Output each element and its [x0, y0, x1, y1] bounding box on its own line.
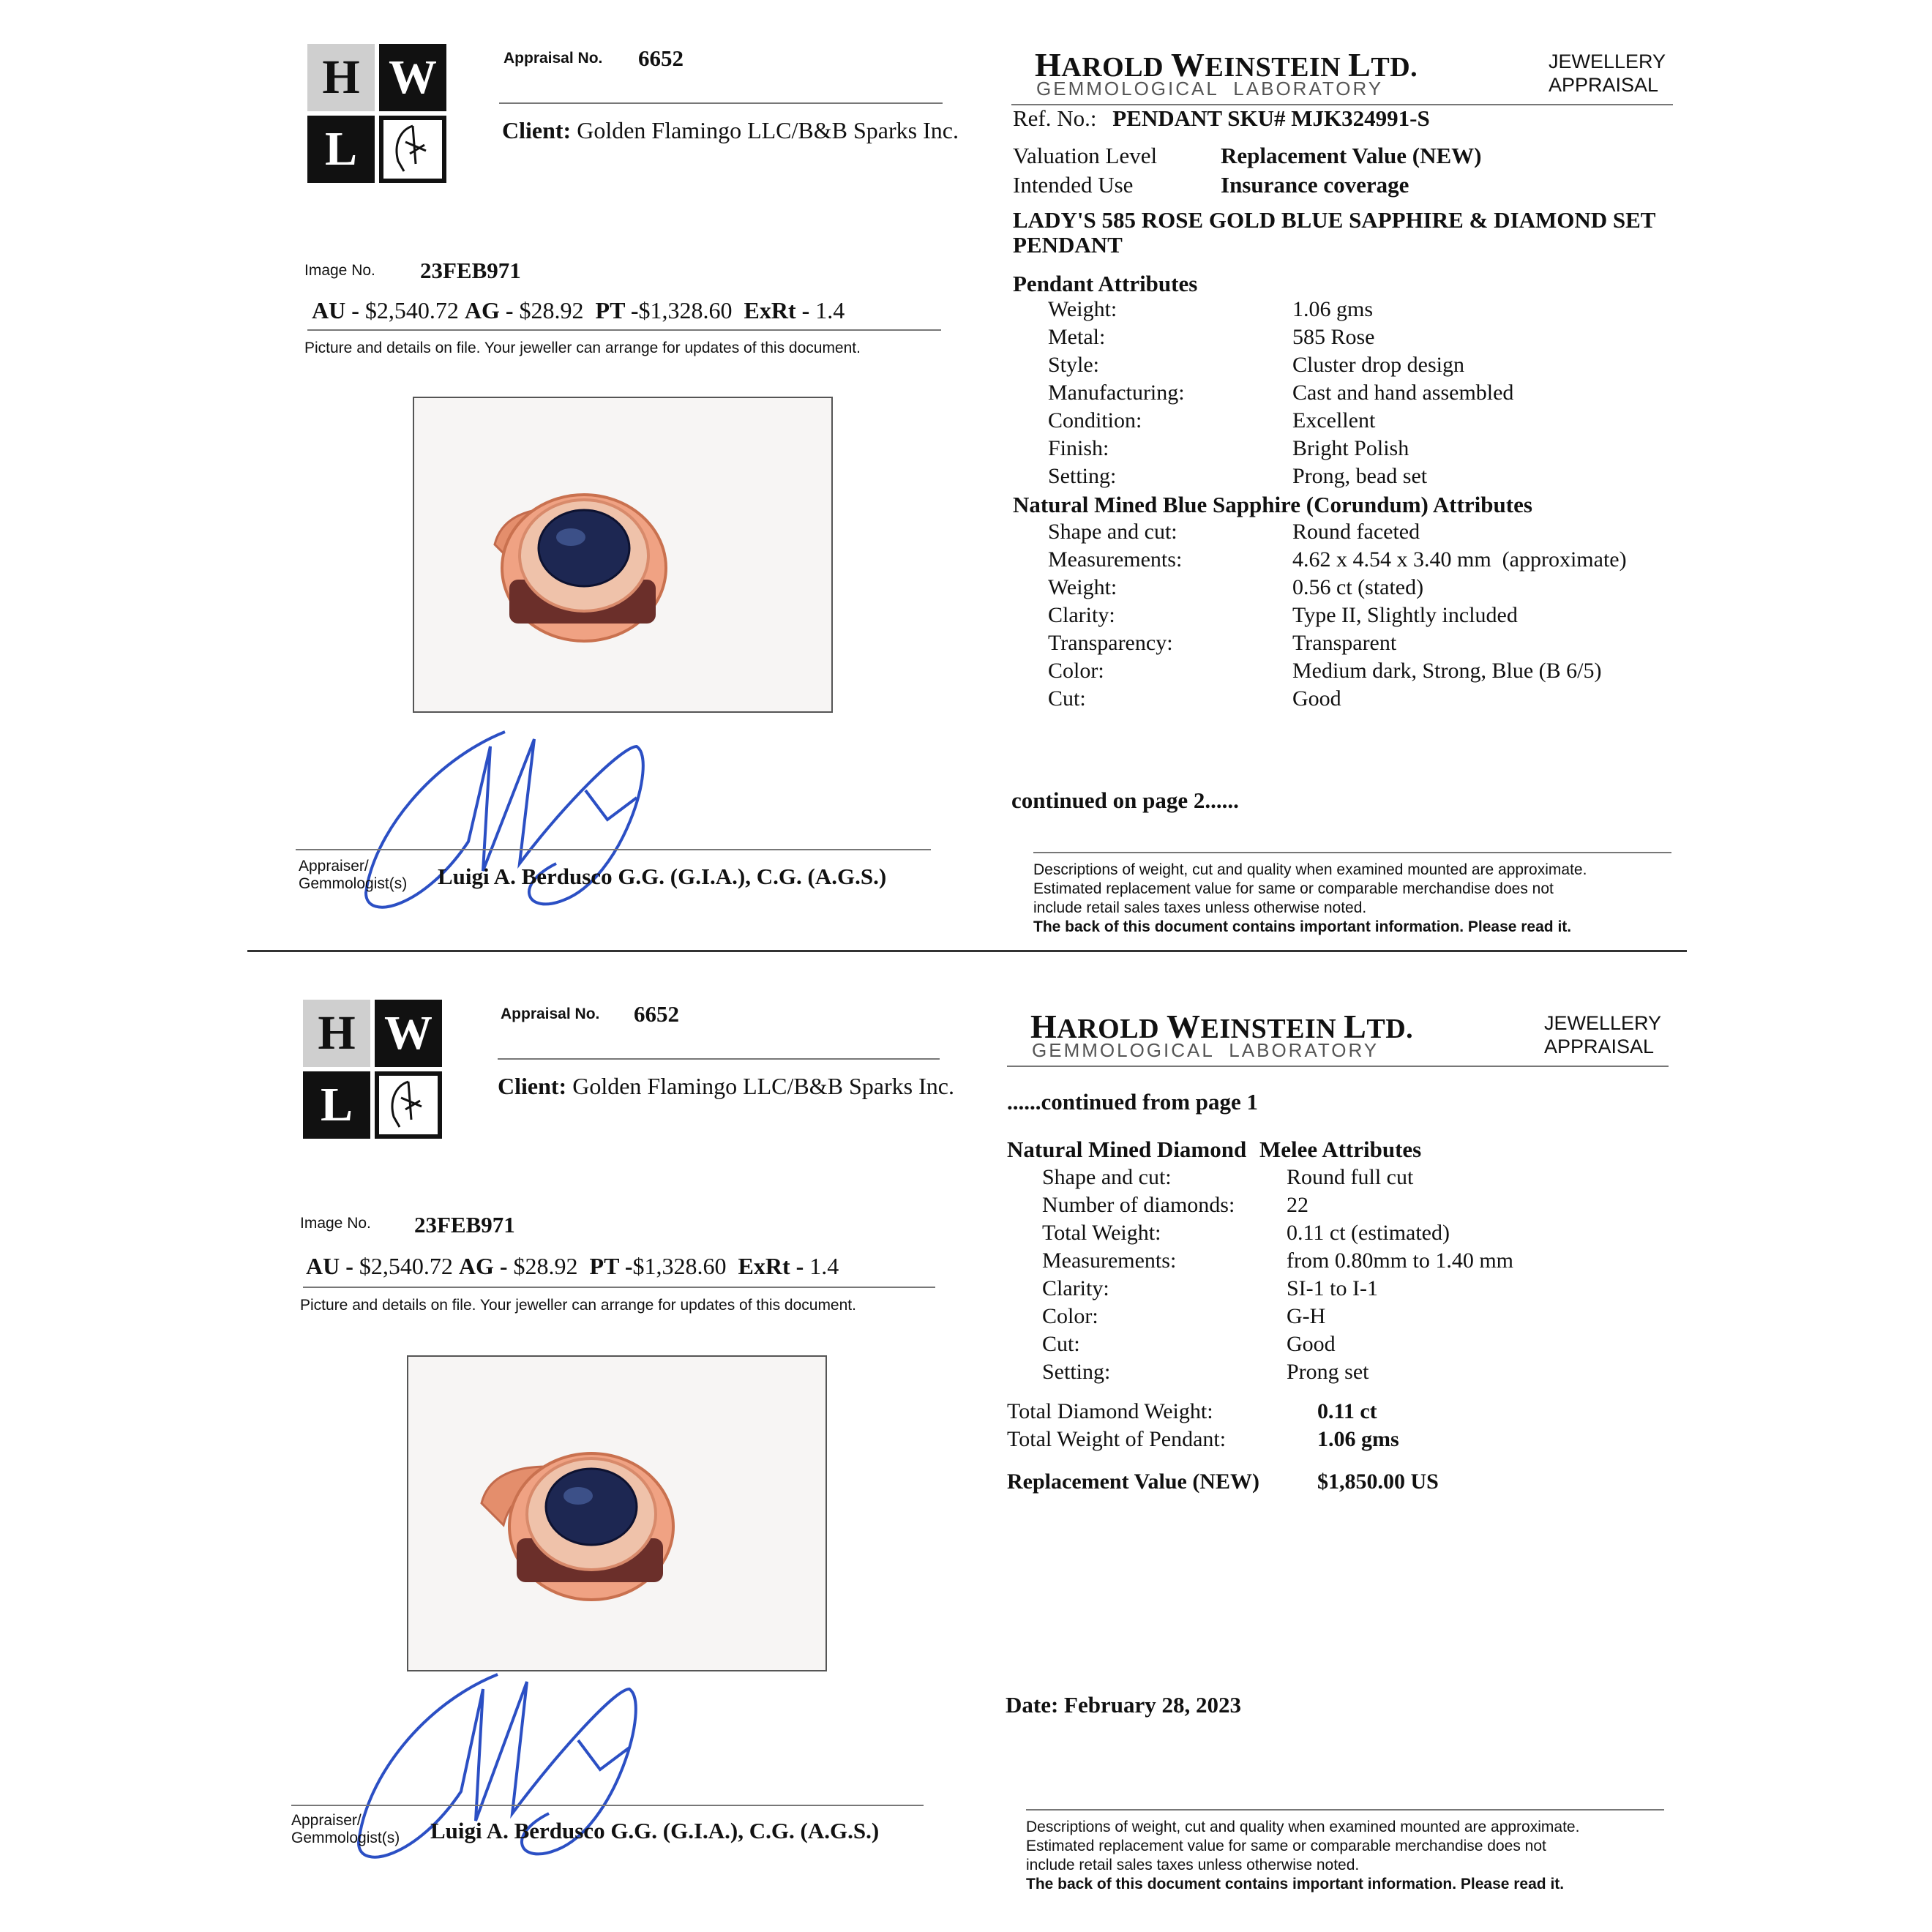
pt-label: PT - — [589, 1253, 633, 1279]
au-value: $2,540.72 — [364, 297, 459, 323]
disclaimer: Descriptions of weight, cut and quality when examined mounted are approximate. Estimated replacement value for same or comparable merchandise does not include retail sales taxes unless otherwise noted. The back of this document contains important information. Please read it. — [1033, 861, 1587, 935]
use-value: Insurance coverage — [1221, 172, 1409, 198]
image-no: 23FEB971 — [420, 258, 521, 283]
diamond-heading: Natural Mined Diamond Melee Attributes — [1007, 1137, 1422, 1162]
metal-prices — [306, 1253, 839, 1280]
picture-note: Picture and details on file. Your jeweller can arrange for updates of this document. — [304, 340, 861, 356]
disclaimer: Descriptions of weight, cut and quality when examined mounted are approximate. Estimated replacement value for same or comparable merchandise does not include retail sales taxes unless otherwise noted. The back of this document contains important information. Please read it. — [1026, 1819, 1580, 1892]
logo-w: W — [379, 44, 446, 111]
appraisal-no-label: Appraisal No. — [501, 1006, 600, 1022]
divider — [499, 102, 943, 104]
au-label: AU - — [312, 297, 359, 323]
ag-label: AG - — [464, 297, 514, 323]
appraisal-no: 6652 — [634, 1001, 679, 1027]
appraiser-label-1: Appraiser/ — [299, 858, 369, 875]
client-label: Client: — [498, 1073, 567, 1099]
appraiser-name: Luigi A. Berdusco G.G. (G.I.A.), C.G. (A.G.S.) — [430, 1818, 880, 1843]
lab-subtitle: GEMMOLOGICAL LABORATORY — [1032, 1039, 1379, 1061]
picture-note: Picture and details on file. Your jeweller can arrange for updates of this document. — [300, 1297, 856, 1314]
ag-value: $28.92 — [513, 1253, 578, 1279]
client-name: Golden Flamingo LLC/B&B Sparks Inc. — [572, 1073, 954, 1099]
exrt-label: ExRt - — [738, 1253, 804, 1279]
pt-value: $1,328.60 — [638, 297, 733, 323]
client-label: Client: — [502, 117, 572, 143]
valuation-value: Replacement Value (NEW) — [1221, 143, 1482, 168]
page-separator — [247, 950, 1687, 952]
item-title-2: PENDANT — [1013, 232, 1123, 258]
appraiser-label-2: Gemmologist(s) — [291, 1830, 400, 1846]
appraiser-label — [291, 1812, 400, 1847]
ref-value: PENDANT SKU# MJK324991-S — [1112, 105, 1430, 131]
doc-type-2: APPRAISAL — [1544, 1036, 1655, 1057]
ref-label: Ref. No.: — [1013, 105, 1097, 131]
au-value: $2,540.72 — [359, 1253, 453, 1279]
logo-h: H — [303, 1000, 370, 1067]
pt-value: $1,328.60 — [632, 1253, 727, 1279]
appraiser-label-2: Gemmologist(s) — [299, 875, 408, 892]
doc-type — [1549, 50, 1666, 97]
brand-name: HAROLD WEINSTEIN LTD. — [1030, 1008, 1414, 1045]
doc-type — [1544, 1011, 1661, 1058]
divider — [1026, 1809, 1664, 1811]
image-no-label: Image No. — [304, 262, 375, 279]
client-name: Golden Flamingo LLC/B&B Sparks Inc. — [577, 117, 959, 143]
lab-subtitle: GEMMOLOGICAL LABORATORY — [1036, 78, 1384, 100]
divider — [303, 1287, 935, 1288]
pendant-image — [414, 398, 831, 711]
item-title-1: LADY'S 585 ROSE GOLD BLUE SAPPHIRE & DIAMOND SET — [1013, 207, 1656, 233]
appraisal-date: Date: February 28, 2023 — [1006, 1692, 1241, 1718]
appraiser-name: Luigi A. Berdusco G.G. (G.I.A.), C.G. (A.G.S.) — [438, 864, 887, 889]
divider — [307, 329, 941, 331]
pendant-heading: Pendant Attributes — [1013, 271, 1198, 296]
appraisal-page-2: H W L Appraisal No. 6652 Client: Golden Flamingo LLC/B&B Sparks Inc. Image No. 23FEB971 AU - $2,540.72 AG - $28.92 PT -$1,328.60 ExRt - 1.4 Picture and details on file. Your jeweller can arrange for updates of this document. Appraiser/ Gemmologist(s) Luigi A. Berdusco G.G. (G.I.A.), C.G. (A.G.S.) HAROLD WEINSTEIN LTD. GEMMOLOGICAL LABORATORY JEWELLERY APPRAISAL ......continued from page 1 Natural Mined Diamond Melee Attributes Shape and cut: Round full cut Number of diamonds: 22 Total Weight: 0.11 ct (estimated) Measurements: from 0.80mm to 1.40 mm Clarity: SI-1 to I-1 Color: G-H Cut: Good Setting: Prong set Total Diamond Weight: 0.11 ct Total Weight of Pendant: 1.06 gms Replacement Value (NEW) $1,850.00 US Date: February 28, 2023 Descriptions of weight, cut and quality when examined mounted are approximate. Estimated replacement value for same or comparable merchandise does not include retail sales taxes unless otherwise noted. The back of this document contains important information. Please read it. — [0, 957, 1932, 1909]
appraisal-no: 6652 — [638, 45, 684, 71]
pendant-photo — [407, 1355, 827, 1671]
divider — [1007, 1066, 1669, 1067]
pt-label: PT - — [595, 297, 639, 323]
ag-label: AG - — [458, 1253, 508, 1279]
continued-note: continued on page 2...... — [1011, 787, 1239, 813]
logo-w: W — [375, 1000, 442, 1067]
continued-from: ......continued from page 1 — [1007, 1089, 1259, 1115]
divider — [1033, 852, 1671, 853]
logo-l: L — [303, 1071, 370, 1139]
pendant-photo — [413, 397, 833, 713]
pendant-image — [408, 1357, 825, 1670]
sapphire-heading: Natural Mined Blue Sapphire (Corundum) Attributes — [1013, 492, 1532, 517]
valuation-label: Valuation Level — [1013, 143, 1158, 168]
doc-type-1: JEWELLERY — [1544, 1012, 1662, 1034]
hwl-logo — [307, 44, 446, 183]
logo-emblem-icon — [375, 1071, 442, 1139]
divider — [296, 849, 931, 850]
metal-prices — [312, 297, 845, 324]
exrt-label: ExRt - — [744, 297, 810, 323]
doc-type-1: JEWELLERY — [1549, 50, 1666, 72]
exrt-value: 1.4 — [809, 1253, 839, 1279]
divider — [291, 1805, 924, 1806]
logo-emblem-icon — [379, 116, 446, 183]
ag-value: $28.92 — [519, 297, 584, 323]
item-title — [1013, 208, 1655, 258]
image-no-label: Image No. — [300, 1215, 371, 1232]
appraisal-page-1: H W L Appraisal No. 6652 Client: Golden Flamingo LLC/B&B Sparks Inc. Image No. 23FEB971 AU - $2,540.72 AG - $28.92 PT -$1,328.60 ExRt - 1.4 Picture and details on file. Your jeweller can arrange for updates of this document. Appraiser/ Gemmologist(s) Luigi A. Berdusco G.G. (G.I.A.), C.G. (A.G.S.) HAROLD WEINSTEIN LTD. GEMMOLOGICAL LABORATORY JEWELLERY APPRAISAL Ref. No.: PENDANT SKU# MJK324991-S Valuation Level Replacement Value (NEW) Intended Use Insurance coverage LADY'S 585 ROSE GOLD BLUE SAPPHIRE & DIAMOND SET PENDANT Pendant Attributes Weight: 1.06 gms Metal: 585 Rose Style: Cluster drop design Manufacturing: Cast and hand assembled Condition: Excellent Finish: Bright Polish Setting: Prong, bead set Natural Mined Blue Sapphire (Corundum) Attributes Shape and cut: Round faceted Measurements: 4.62 x 4.54 x 3.40 mm (approximate) Weight: 0.56 ct (stated) Clarity: Type II, Slightly included Transparency: Transparent Color: Medium dark, Strong, Blue (B 6/5) Cut: Good continued on page 2...... Descriptions of weight, cut and quality when examined mounted are approximate. Estimated replacement value for same or comparable merchandise does not include retail sales taxes unless otherwise noted. The back of this document contains important information. Please read it. — [0, 0, 1932, 951]
appraisal-no-label: Appraisal No. — [503, 50, 603, 67]
brand-name: HAROLD WEINSTEIN LTD. — [1035, 46, 1418, 83]
image-no: 23FEB971 — [414, 1212, 515, 1238]
appraiser-label-1: Appraiser/ — [291, 1812, 362, 1829]
logo-h: H — [307, 44, 375, 111]
client-line — [502, 117, 959, 144]
hwl-logo — [303, 1000, 442, 1139]
logo-l: L — [307, 116, 375, 183]
divider — [498, 1058, 940, 1060]
ref-line — [1013, 105, 1430, 132]
use-label: Intended Use — [1013, 172, 1134, 198]
exrt-value: 1.4 — [815, 297, 845, 323]
appraiser-label — [299, 858, 407, 893]
doc-type-2: APPRAISAL — [1549, 74, 1659, 96]
client-line — [498, 1073, 954, 1100]
au-label: AU - — [306, 1253, 353, 1279]
